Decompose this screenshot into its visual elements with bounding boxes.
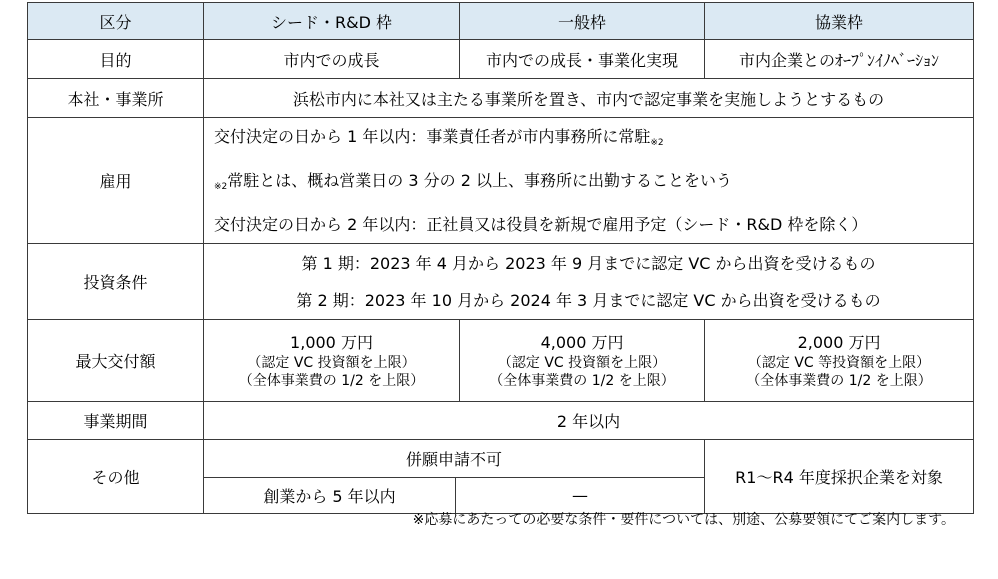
- investment-line-2: 第 2 期：2023 年 10 月から 2024 年 3 月までに認定 VC から出資を受けるもの: [296, 290, 881, 310]
- max-grant-general-note-1: （認定 VC 投資額を上限）: [497, 354, 667, 371]
- period-label: 事業期間: [28, 402, 204, 440]
- header-seed: シード・R&D 枠: [204, 3, 460, 40]
- employment-row: [28, 118, 974, 244]
- purpose-collab: 市内企業とのｵｰﾌﾟﾝｲﾉﾍﾞｰｼｮﾝ: [705, 40, 974, 79]
- purpose-seed: 市内での成長: [204, 40, 460, 79]
- max-grant-collab-note-1: （認定 VC 等投資額を上限）: [747, 354, 931, 371]
- other-seed: 創業から 5 年以内: [204, 478, 456, 514]
- other-dual-application: 併願申請不可: [204, 440, 705, 478]
- purpose-row: [28, 40, 974, 79]
- employment-line-3: 交付決定の日から 2 年以内：正社員又は役員を新規で雇用予定（シード・R&D 枠を除く）: [214, 215, 868, 234]
- max-grant-seed: [204, 320, 460, 402]
- hq-label: 本社・事業所: [28, 79, 204, 118]
- purpose-general: 市内での成長・事業化実現: [460, 40, 705, 79]
- subsidy-table: [27, 2, 974, 514]
- employment-line-1: 交付決定の日から 1 年以内：事業責任者が市内事務所に常駐$_{※2}$: [214, 127, 664, 148]
- max-grant-seed-note-2: （全体事業費の 1/2 を上限）: [238, 372, 425, 389]
- max-grant-seed-note-1: （認定 VC 投資額を上限）: [247, 354, 416, 371]
- max-grant-collab: [705, 320, 974, 402]
- employment-line-2: $_{※2}$常駐とは、概ね営業日の 3 分の 2 以上、事務所に出勤することをいう: [214, 171, 732, 192]
- footnote: ※応募にあたっての必要な条件・要件については、別途、公募要領にてご案内します。: [412, 512, 955, 528]
- investment-label: 投資条件: [28, 244, 204, 320]
- purpose-label: 目的: [28, 40, 204, 79]
- other-collab: R1～R4 年度採択企業を対象: [705, 440, 974, 514]
- investment-value: [204, 244, 974, 320]
- investment-row: [28, 244, 974, 320]
- period-row: [28, 402, 974, 440]
- header-category: 区分: [28, 3, 204, 40]
- other-label: その他: [28, 440, 204, 514]
- hq-value: 浜松市内に本社又は主たる事業所を置き、市内で認定事業を実施しようとするもの: [204, 79, 974, 118]
- footnote-mark: ※2: [650, 138, 664, 148]
- other-row-1: [28, 440, 974, 478]
- max-grant-row: [28, 320, 974, 402]
- period-value: 2 年以内: [204, 402, 974, 440]
- max-grant-seed-amount: 1,000 万円: [290, 332, 373, 352]
- hq-row: [28, 79, 974, 118]
- header-row: [28, 3, 974, 40]
- max-grant-collab-amount: 2,000 万円: [797, 332, 881, 352]
- max-grant-general-amount: 4,000 万円: [540, 332, 624, 352]
- max-grant-general: [460, 320, 705, 402]
- other-general: —: [456, 478, 705, 514]
- max-grant-label: 最大交付額: [28, 320, 204, 402]
- header-general: 一般枠: [460, 3, 705, 40]
- max-grant-collab-note-2: （全体事業費の 1/2 を上限）: [746, 372, 932, 389]
- employment-label: 雇用: [28, 118, 204, 244]
- footnote-mark: ※2: [214, 182, 228, 192]
- employment-value: [204, 118, 974, 244]
- max-grant-general-note-2: （全体事業費の 1/2 を上限）: [489, 372, 675, 389]
- investment-line-1: 第 1 期：2023 年 4 月から 2023 年 9 月までに認定 VC から出資を受けるもの: [301, 253, 876, 273]
- header-collab: 協業枠: [705, 3, 974, 40]
